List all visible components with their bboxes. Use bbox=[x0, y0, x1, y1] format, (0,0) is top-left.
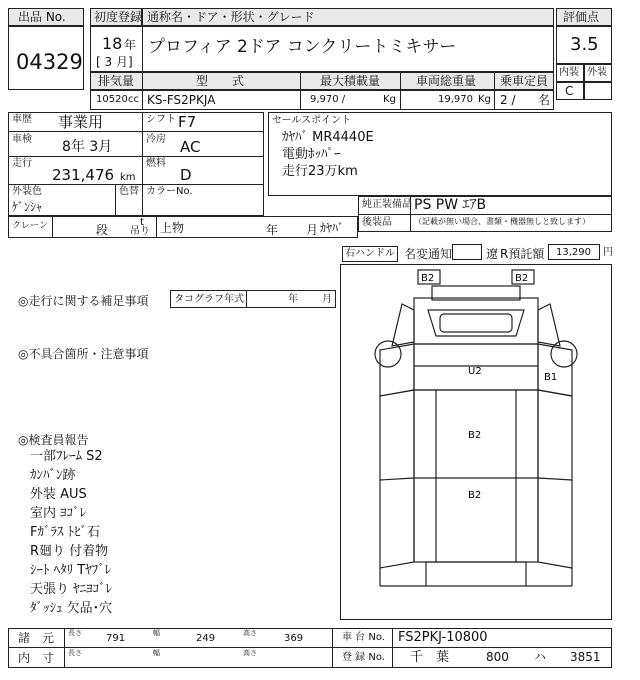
inspection-value: 8年 3月 bbox=[62, 139, 113, 155]
shift-value: F7 bbox=[178, 113, 197, 131]
gross-weight-value: 19,970 bbox=[438, 94, 473, 105]
specs-div-4 bbox=[494, 72, 495, 110]
inspection-label: 車検 bbox=[12, 134, 32, 145]
crane-ton-unit: t bbox=[140, 217, 144, 228]
inspector-line-8: 天張り ﾔﾆﾖｺﾞﾚ bbox=[30, 582, 113, 597]
inspector-line-3: 外装 AUS bbox=[30, 487, 87, 502]
interior-grade: C bbox=[565, 84, 574, 98]
recycle-amount: 13,290 bbox=[556, 247, 591, 258]
history-label: 車歴 bbox=[12, 114, 32, 125]
first-reg-year: 18 bbox=[102, 34, 123, 53]
exterior-grade-cell bbox=[584, 82, 612, 100]
footer-v2 bbox=[332, 628, 333, 668]
details-vline bbox=[142, 112, 143, 216]
exterior-label: 外装 bbox=[587, 67, 607, 78]
inner-length-label: 長さ bbox=[68, 649, 82, 657]
truck-diagram bbox=[340, 264, 612, 620]
crane-lift: 吊り bbox=[130, 226, 150, 237]
retrofit-label: 後装品 bbox=[362, 217, 392, 228]
inspector-line-1: 一部ﾌﾚｰﾑ S2 bbox=[30, 449, 103, 464]
equipment-label: 純正装備品 bbox=[362, 199, 412, 210]
shift-label: シフト bbox=[146, 114, 176, 125]
body-month: 月 bbox=[306, 223, 319, 237]
steering-hand: 右ハンドル bbox=[345, 248, 395, 259]
crane-label: クレーン bbox=[12, 221, 48, 231]
displacement-value: 10520 bbox=[96, 94, 128, 105]
length-value: 791 bbox=[106, 633, 126, 644]
aircon-label: 冷房 bbox=[146, 134, 166, 145]
color-label: 外装色 bbox=[12, 186, 42, 197]
inner-dims-label: 内 寸 bbox=[18, 651, 55, 665]
recycle-label: R預託額 bbox=[500, 247, 545, 261]
capacity-value: 2 / bbox=[500, 93, 516, 107]
gross-weight-unit: Kg bbox=[478, 94, 491, 105]
length-label: 長さ bbox=[68, 629, 82, 637]
crane-stage: 段 bbox=[96, 223, 109, 237]
meter-notice-box bbox=[452, 244, 482, 260]
displacement-label: 排気量 bbox=[98, 74, 135, 88]
first-reg-month: [ 3 月] bbox=[96, 55, 133, 69]
model-code-label: 型 式 bbox=[196, 74, 245, 88]
registration-area: 千 葉 bbox=[410, 650, 450, 665]
max-load-label: 最大積載量 bbox=[320, 74, 381, 88]
spec-dims-label: 諸 元 bbox=[18, 631, 55, 645]
displacement-unit: cc bbox=[128, 94, 139, 105]
equip-hline bbox=[358, 214, 612, 215]
footer-hline bbox=[8, 647, 612, 648]
sales-point-2: 電動ﾎｯﾊﾟｰ bbox=[282, 147, 341, 162]
model-title-label: 通称名・ドア・形状・グレード bbox=[147, 10, 315, 24]
chassis-label: 車 台 No. bbox=[342, 632, 385, 643]
damage-mark-b2-right: B2 bbox=[515, 273, 529, 284]
gross-weight-label: 車両総重量 bbox=[416, 74, 477, 88]
sales-point-3: 走行23万km bbox=[282, 164, 358, 179]
recycle-unit: 円 bbox=[603, 247, 613, 258]
interior-label: 内装 bbox=[559, 67, 579, 78]
color-value: ｹﾞﾝｼｬ bbox=[12, 200, 43, 214]
eval-label: 評価点 bbox=[563, 10, 600, 24]
meter-notice-label: 名変通知 bbox=[404, 247, 453, 261]
inspector-line-9: ﾀﾞｯｼｭ 欠品･穴 bbox=[30, 601, 113, 616]
inner-height-label: 高さ bbox=[243, 649, 257, 657]
tachograph-year: 年 bbox=[288, 294, 298, 305]
capacity-unit: 名 bbox=[538, 93, 551, 107]
title-divider bbox=[142, 26, 143, 72]
height-label: 高さ bbox=[243, 629, 257, 637]
fuel-value: D bbox=[180, 166, 192, 184]
inspector-line-2: ｶﾝﾊﾞﾝ跡 bbox=[30, 468, 76, 483]
inspector-line-4: 室内 ﾖｺﾞﾚ bbox=[30, 506, 87, 521]
specs-div-3 bbox=[400, 72, 401, 110]
mileage-value: 231,476 bbox=[52, 166, 115, 184]
damage-mark-u2: U2 bbox=[468, 366, 482, 377]
car-name: プロフィア 2ドア コンクリートミキサー bbox=[148, 37, 457, 57]
capacity-label: 乗車定員 bbox=[500, 74, 549, 88]
mileage-label: 走行 bbox=[12, 158, 32, 169]
body-label: 上物 bbox=[160, 221, 185, 235]
details-hline-2 bbox=[8, 156, 264, 157]
details-hline-3 bbox=[8, 184, 264, 185]
footer-v1 bbox=[64, 628, 65, 668]
supplement-label: ◎走行に関する補足事項 bbox=[18, 294, 149, 308]
chassis-number: FS2PKJ-10800 bbox=[398, 630, 488, 645]
damage-mark-b1: B1 bbox=[544, 372, 558, 383]
inspector-line-6: R廻り 付着物 bbox=[30, 544, 109, 559]
lot-label: 出品 No. bbox=[18, 10, 66, 24]
footer-v3 bbox=[392, 628, 393, 668]
defect-label: ◎不具合箇所・注意事項 bbox=[18, 347, 149, 361]
tachograph-month: 月 bbox=[322, 294, 332, 305]
color-no-divider bbox=[115, 184, 116, 216]
fuel-label: 燃料 bbox=[146, 158, 166, 169]
crane-div-2 bbox=[156, 216, 157, 238]
max-load-value: 9,970 / bbox=[310, 94, 346, 105]
eval-score: 3.5 bbox=[570, 34, 599, 55]
inspector-label: ◎検査員報告 bbox=[18, 433, 89, 447]
inspector-line-5: Fｶﾞﾗｽ ﾄﾋﾞ石 bbox=[30, 525, 101, 540]
first-reg-label: 初度登録 bbox=[94, 10, 143, 24]
specs-div-1 bbox=[142, 72, 143, 110]
inner-width-label: 幅 bbox=[153, 649, 160, 657]
mileage-unit: km bbox=[120, 172, 136, 183]
color-number-label: カラーNo. bbox=[146, 186, 193, 197]
damage-mark-b2-body: B2 bbox=[468, 430, 482, 441]
footer-table bbox=[8, 628, 612, 668]
lot-number: 04329 bbox=[16, 50, 83, 74]
registration-class: 800 bbox=[486, 650, 509, 664]
tachograph-label: タコグラフ年式 bbox=[174, 294, 244, 305]
width-value: 249 bbox=[196, 633, 216, 644]
width-label: 幅 bbox=[153, 629, 160, 637]
first-reg-year-unit: 年 bbox=[124, 38, 137, 52]
specs-div-2 bbox=[300, 72, 301, 110]
details-hline-1 bbox=[8, 131, 264, 132]
recycle-mark: 遼 bbox=[486, 247, 499, 261]
registration-label: 登 録 No. bbox=[342, 652, 385, 663]
equipment-value: PS PW ｴｱB bbox=[414, 197, 487, 213]
sales-points-label: セールスポイント bbox=[272, 115, 352, 126]
height-value: 369 bbox=[284, 633, 304, 644]
damage-mark-b2-left: B2 bbox=[421, 273, 435, 284]
retrofit-note: （記載が無い場合、書類・機器無しと致します） bbox=[414, 217, 590, 226]
registration-number: 3851 bbox=[570, 650, 601, 664]
history-value: 事業用 bbox=[58, 113, 104, 131]
sales-point-1: ｶﾔﾊﾞ MR4440E bbox=[282, 130, 374, 145]
registration-kana: ハ bbox=[534, 650, 547, 664]
inspector-line-7: ｼｰﾄ ﾍﾀﾘ Tﾔﾌﾞﾚ bbox=[30, 563, 112, 578]
body-maker: ｶﾔﾊﾞ bbox=[320, 221, 345, 235]
body-year: 年 bbox=[266, 223, 279, 237]
color-change-label: 色替 bbox=[119, 186, 139, 197]
crane-div bbox=[52, 216, 53, 238]
details-block bbox=[8, 112, 264, 216]
damage-mark-b2-rear: B2 bbox=[468, 490, 482, 501]
model-code: KS-FS2PKJA bbox=[147, 93, 216, 107]
max-load-unit: Kg bbox=[383, 94, 396, 105]
aircon-value: AC bbox=[180, 138, 201, 156]
tacho-div bbox=[246, 290, 247, 308]
